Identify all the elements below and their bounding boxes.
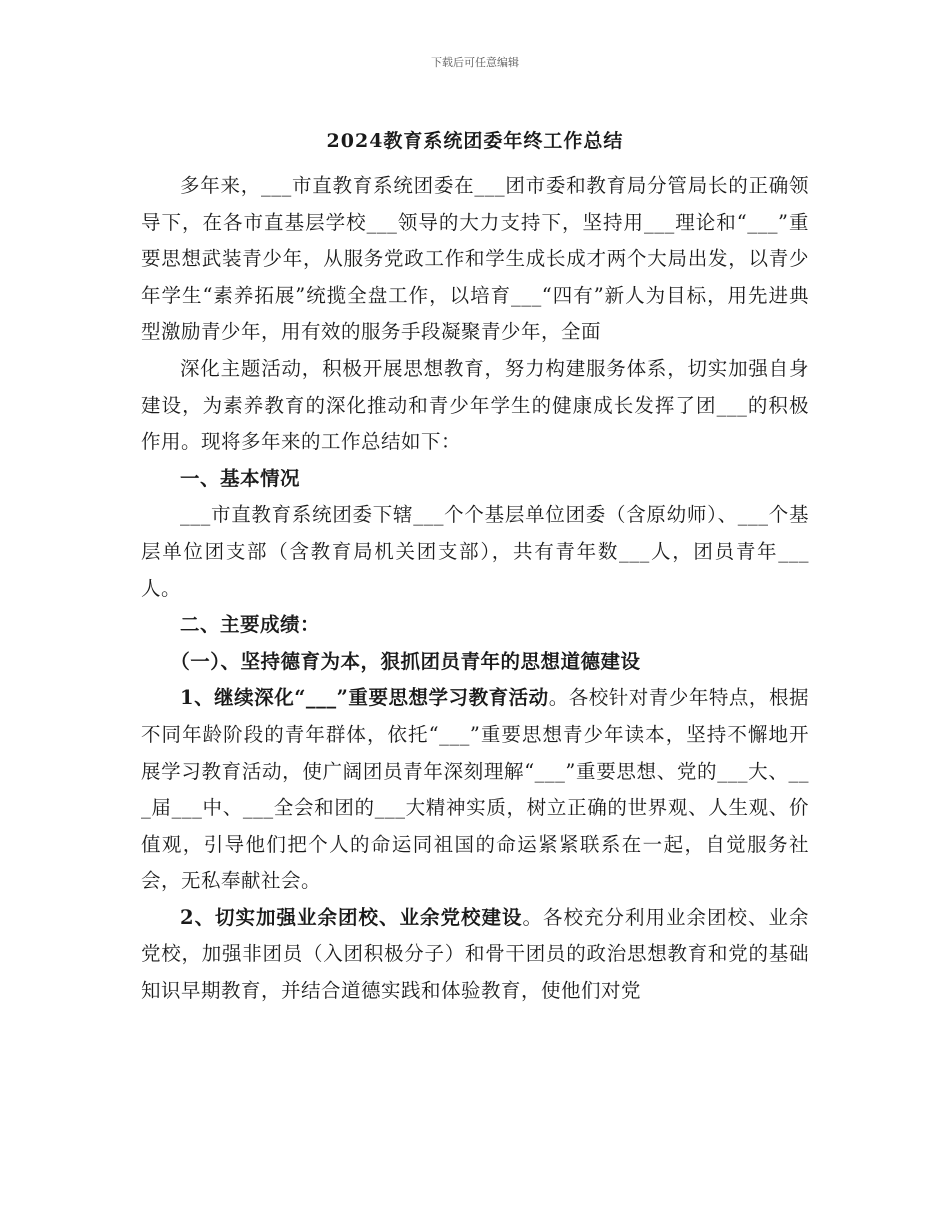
document-body — [141, 168, 809, 1010]
section-heading-achievements: 二、主要成绩： — [180, 613, 321, 637]
paragraph-item-1 — [141, 680, 809, 900]
subsection-heading-moral: （一）、坚持德育为本，狠抓团员青年的思想道德建设 — [170, 649, 641, 673]
item-1-lead: 1、继续深化“___”重要思想学习教育活动 — [180, 686, 549, 710]
paragraph-item-2 — [141, 900, 809, 1010]
document-title: 2024教育系统团委年终工作总结 — [326, 130, 624, 152]
paragraph-basic-info: ___市直教育系统团委下辖___个个基层单位团委（含原幼师）、___个基层单位团支部（含教育局机关团支部），共有青年数___人，团员青年___人。 — [141, 503, 809, 600]
page-header: 下载后可任意编辑 — [431, 56, 519, 69]
paragraph-intro-continued: 深化主题活动，积极开展思想教育，努力构建服务体系，切实加强自身建设，为素养教育的深化推动和青少年学生的健康成长发挥了团___的积极作用。现将多年来的工作总结如下： — [141, 356, 809, 454]
paragraph-intro: 多年来，___市直教育系统团委在___团市委和教育局分管局长的正确领导下，在各市直基层学校___领导的大力支持下，坚持用___理论和“___”重要思想武装青少年，从服务党政工作和学生成长成才两个大局出发，以青少年学生“素养拓展”统揽全盘工作，以培育___“四有”新人为目标，用先进典型激励青少年，用有效的服务手段凝聚青少年，全面 — [141, 174, 809, 344]
item-2-lead: 2、切实加强业余团校、业余党校建设 — [180, 905, 523, 929]
section-heading-basic: 一、基本情况 — [180, 466, 301, 490]
item-2-text: 。各校充分利用业余团校、业余党校，加强非团员（入团积极分子）和骨干团员的政治思想教育和党的基础知识早期教育，并结合道德实践和体验教育，使他们对党 — [141, 905, 809, 1003]
item-1-text: 。各校针对青少年特点，根据不同年龄阶段的青年群体，依托“___”重要思想青少年读本，坚持不懈地开展学习教育活动，使广阔团员青年深刻理解“___”重要思想、党的___大、___届___中、___全会和团的___大精神实质，树立正确的世界观、人生观、价值观，引导他们把个人的命运同祖国的命运紧紧联系在一起，自觉服务社会，无私奉献社会。 — [141, 686, 809, 893]
